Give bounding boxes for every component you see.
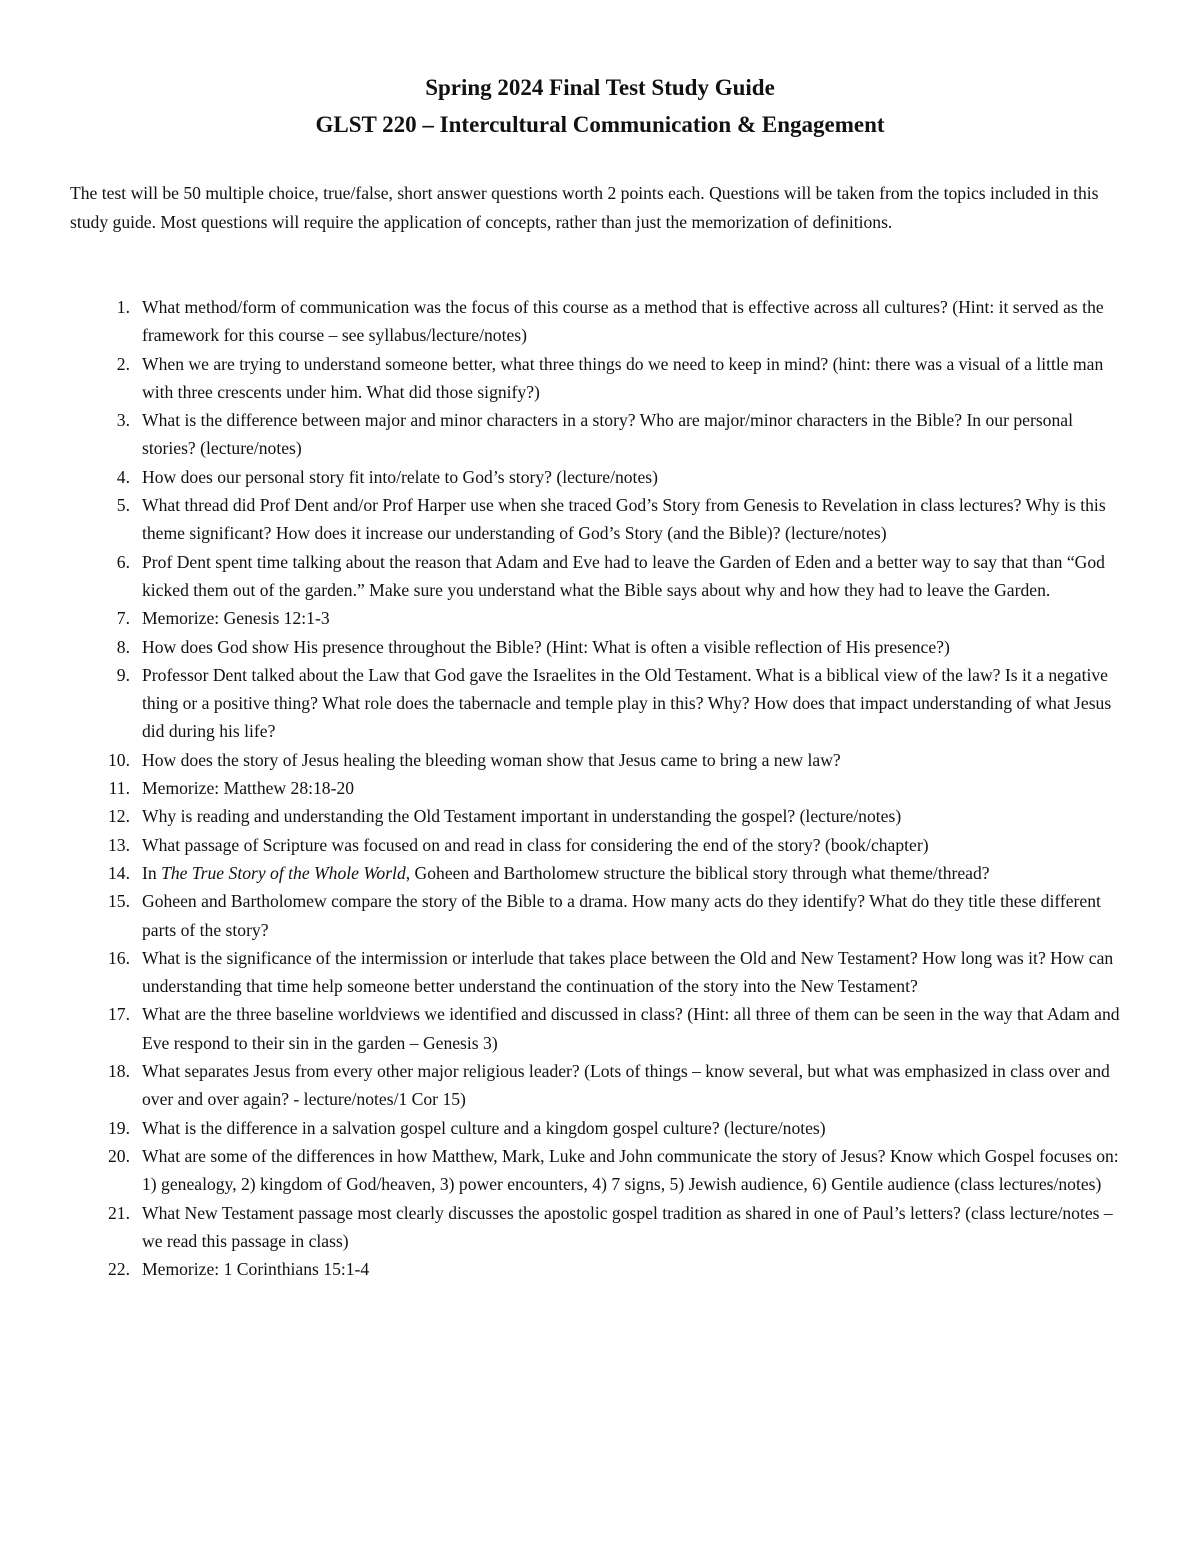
book-title: The True Story of the Whole World [161, 862, 406, 883]
question-number: 16. [108, 947, 130, 968]
question-text: When we are trying to understand someone better, what three things do we need to keep in mind? (hint: there was a visual of a little man with three crescents under him. What did those signify?) [142, 353, 1104, 402]
question-item [0, 406, 1122, 463]
question-number: 3. [116, 410, 130, 431]
question-item [0, 859, 1122, 887]
question-text: What passage of Scripture was focused on and read in class for considering the end of the story? (book/chapter) [142, 834, 929, 855]
question-text: What method/form of communication was the focus of this course as a method that is effective across all cultures? (Hint: it served as the framework for this course – see syllabus/lecture/notes) [142, 297, 1104, 346]
question-number: 6. [116, 551, 130, 572]
question-number: 14. [108, 862, 130, 883]
question-item [0, 746, 1122, 774]
question-number: 8. [116, 636, 130, 657]
question-number: 22. [108, 1259, 130, 1280]
question-item [0, 1199, 1122, 1256]
question-item [0, 548, 1122, 605]
question-number: 4. [116, 466, 130, 487]
question-number: 19. [108, 1117, 130, 1138]
question-number: 10. [108, 749, 130, 770]
question-item [0, 887, 1122, 944]
question-text: What is the significance of the intermission or interlude that takes place between the Old and New Testament? How long was it? How can understanding that time help someone better understand the continuation of the story into the New Testament? [142, 947, 1114, 997]
question-text [142, 859, 1122, 887]
question-text-after: , Goheen and Bartholomew structure the biblical story through what theme/thread? [405, 862, 990, 883]
question-item [0, 944, 1122, 1001]
question-number: 13. [108, 834, 130, 855]
question-number: 7. [116, 608, 130, 629]
question-item [0, 1057, 1122, 1114]
question-text: Goheen and Bartholomew compare the story of the Bible to a drama. How many acts do they identify? What do they title these different parts of the story? [142, 891, 1101, 940]
question-text: What are some of the differences in how Matthew, Mark, Luke and John communicate the story of Jesus? Know which Gospel focuses on: 1) genealogy, 2) kingdom of God/heaven, 3) power encounters, 4) 7 signs, 5) Jewish audience, 6) Gentile audience (class lectures/notes) [142, 1145, 1119, 1195]
question-text: How does God show His presence throughout the Bible? (Hint: What is often a visible reflection of His presence?) [142, 636, 950, 657]
question-number: 2. [116, 353, 130, 374]
question-item [0, 774, 1122, 802]
question-number: 18. [108, 1061, 130, 1082]
question-number: 12. [108, 806, 130, 827]
question-number: 1. [116, 297, 130, 317]
question-text: What New Testament passage most clearly discusses the apostolic gospel tradition as shared in one of Paul’s letters? (class lecture/notes – we read this passage in class) [142, 1202, 1113, 1251]
question-number: 9. [116, 664, 130, 685]
question-item [0, 831, 1122, 859]
question-text: Memorize: 1 Corinthians 15:1-4 [142, 1259, 370, 1280]
question-text-before: In [142, 862, 162, 883]
question-list [0, 293, 1200, 1283]
question-text: What are the three baseline worldviews we identified and discussed in class? (Hint: all three of them can be seen in the way that Adam and Eve respond to their sin in the garden – Genesis 3) [142, 1004, 1120, 1053]
question-item [0, 491, 1122, 548]
question-number: 11. [108, 778, 130, 799]
question-item [0, 802, 1122, 830]
question-item [0, 1000, 1122, 1057]
question-item [0, 463, 1122, 491]
question-item [0, 633, 1122, 661]
question-number: 20. [108, 1145, 130, 1166]
question-text: How does our personal story fit into/relate to God’s story? (lecture/notes) [142, 466, 658, 487]
question-number: 21. [108, 1202, 130, 1223]
question-item [0, 350, 1122, 407]
question-text: What is the difference in a salvation gospel culture and a kingdom gospel culture? (lecture/notes) [142, 1117, 826, 1138]
question-text: Why is reading and understanding the Old Testament important in understanding the gospel? (lecture/notes) [142, 806, 902, 827]
question-text: What separates Jesus from every other major religious leader? (Lots of things – know several, but what was emphasized in class over and over and over again? - lecture/notes/1 Cor 15) [142, 1061, 1110, 1110]
question-text: How does the story of Jesus healing the bleeding woman show that Jesus came to bring a new law? [142, 749, 841, 770]
question-text: Prof Dent spent time talking about the reason that Adam and Eve had to leave the Garden of Eden and a better way to say that than “God kicked them out of the garden.” Make sure you understand what the Bible says about why and how they had to leave the Garden. [142, 551, 1105, 600]
question-number: 17. [108, 1004, 130, 1025]
intro-paragraph: The test will be 50 multiple choice, true/false, short answer questions worth 2 points each. Questions will be taken from the topics included in this study guide. Most questions will require the application of concepts, rather than just the memorization of definitions. [70, 183, 1099, 232]
question-item [0, 604, 1122, 632]
question-text: Memorize: Matthew 28:18-20 [142, 778, 355, 799]
page-title: Spring 2024 Final Test Study Guide [425, 75, 775, 100]
question-text: Professor Dent talked about the Law that God gave the Israelites in the Old Testament. What is a biblical view of the law? Is it a negative thing or a positive thing? What role does the tabernacle and temple play in this? Why? How does that impact understanding of what Jesus did during his life? [142, 664, 1112, 742]
course-title: GLST 220 – Intercultural Communication & Engagement [315, 112, 885, 137]
question-text: What thread did Prof Dent and/or Prof Harper use when she traced God’s Story from Genesis to Revelation in class lectures? Why is this theme significant? How does it increase our understanding of God’s Story (and the Bible)? (lecture/notes) [142, 495, 1106, 544]
question-item [0, 1142, 1122, 1199]
question-number: 15. [108, 891, 130, 912]
question-item [0, 1114, 1122, 1142]
question-item [0, 1255, 1122, 1283]
question-text: Memorize: Genesis 12:1-3 [142, 608, 330, 629]
question-text: What is the difference between major and minor characters in a story? Who are major/minor characters in the Bible? In our personal stories? (lecture/notes) [142, 410, 1073, 459]
question-item [0, 661, 1122, 746]
question-number: 5. [116, 495, 130, 516]
question-item [0, 293, 1122, 350]
